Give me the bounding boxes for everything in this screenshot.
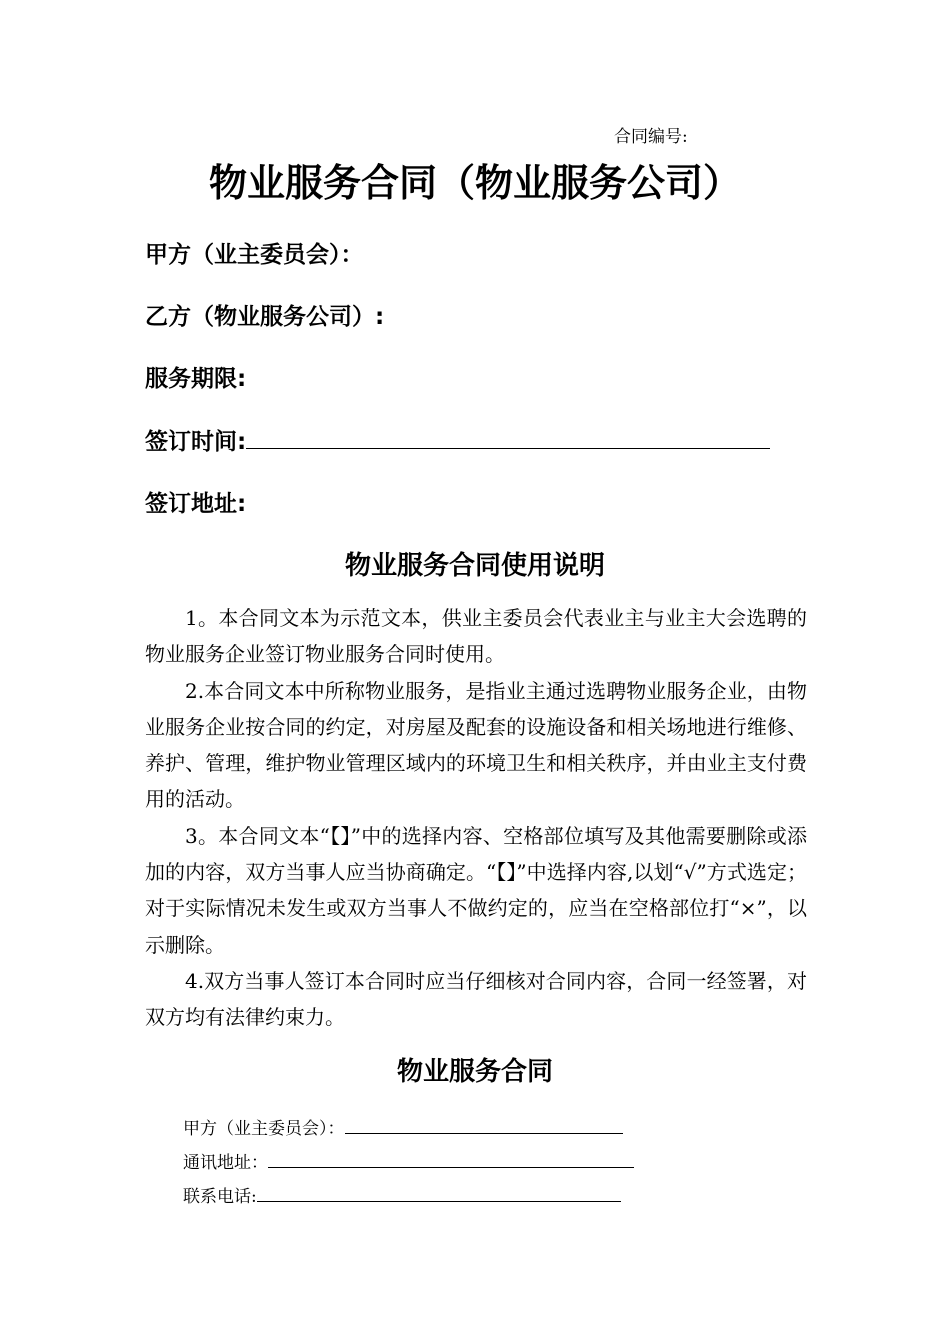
address-blank[interactable] [268,1149,634,1168]
field-label: 乙方（物业服务公司）: [145,304,385,330]
contract-field-phone [183,1183,621,1208]
field-label: 签订地址: [145,491,247,517]
party-a-blank[interactable] [345,1115,623,1134]
phone-blank[interactable] [257,1183,621,1202]
contract-field-address [183,1149,634,1174]
contract-number-label: 合同编号: [614,127,688,147]
instruction-paragraph: 1。本合同文本为示范文本，供业主委员会代表业主与业主大会选聘的物业服务企业签订物业服务合同时使用。 [145,606,807,667]
instruction-paragraph: 3。本合同文本“【】”中的选择内容、空格部位填写及其他需要删除或添加的内容，双方当事人应当协商确定。“【】”中选择内容,以划“√”方式选定；对于实际情况未发生或双方当事人不做约定的，应当在空格部位打“×”，以示删除。 [145,823,807,957]
instruction-paragraph: 2.本合同文本中所称物业服务，是指业主通过选聘物业服务企业，由物业服务企业按合同的约定，对房屋及配套的设施设备和相关场地进行维修、养护、管理，维护物业管理区域内的环境卫生和相关秩序，并由业主支付费用的活动。 [145,678,807,812]
cover-field-party-a [145,240,364,270]
field-label: 甲方（业主委员会）： [183,1119,345,1139]
contract-field-party-a [183,1115,623,1140]
field-label: 通讯地址： [183,1153,268,1173]
cover-field-sign-address [145,489,246,519]
cover-field-party-b [145,302,384,332]
contract-title: 物业服务合同 [396,1057,553,1087]
field-label: 服务期限: [145,366,247,392]
instructions-title: 物业服务合同使用说明 [344,551,605,581]
instructions-body [145,600,807,1036]
field-label: 签订时间: [145,429,247,455]
instruction-paragraph: 4.双方当事人签订本合同时应当仔细核对合同内容，合同一经签署，对双方均有法律约束力。 [145,968,807,1030]
sign-date-blank[interactable] [246,426,770,449]
field-label: 甲方（业主委员会）： [145,242,364,268]
page-title: 物业服务合同（物业服务公司） [208,161,741,205]
cover-field-sign-date [145,426,770,457]
field-label: 联系电话: [183,1187,257,1207]
cover-field-service-term [145,364,246,394]
